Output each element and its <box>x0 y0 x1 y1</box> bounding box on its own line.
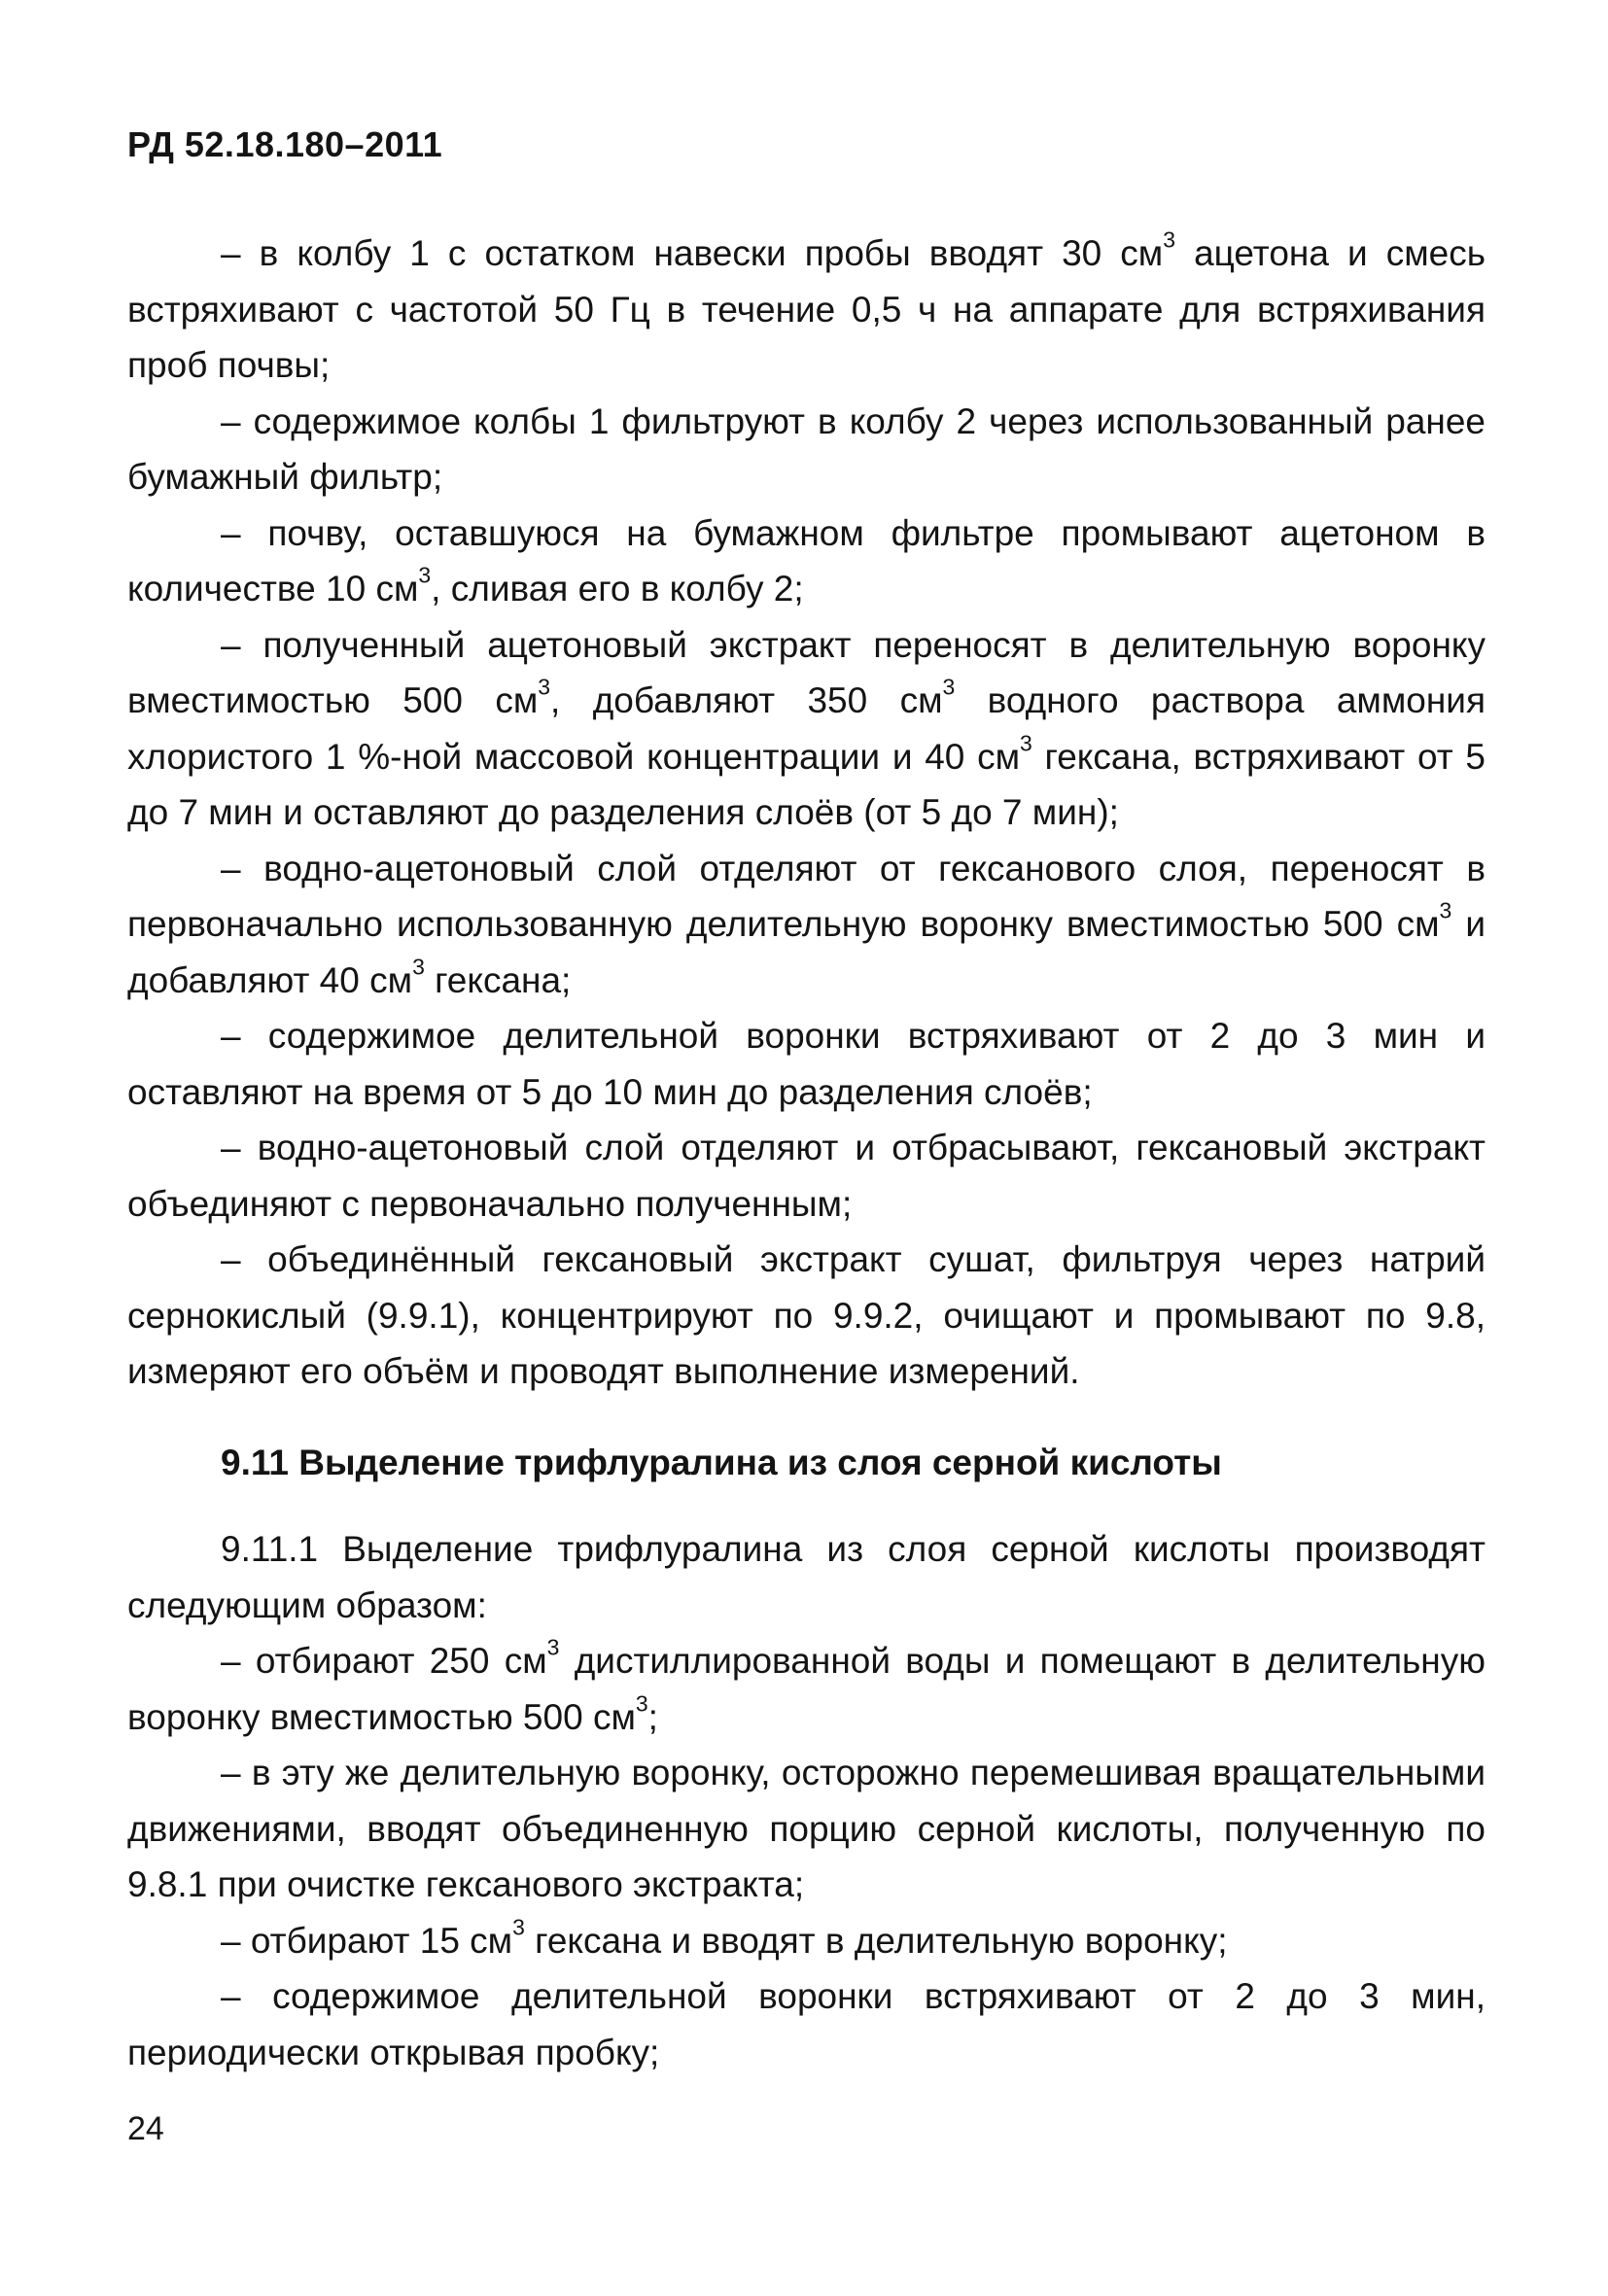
paragraph: – объединённый гексановый экстракт сушат, фильтруя через натрий сернокислый (9.9.1), концентрируют по 9.9.2, очищают и промывают по 9.8, измеряют его объём и проводят выполнение измерений. <box>127 1239 1486 1391</box>
paragraph: – отбирают 15 $см^3$ гексана и вводят в делительную воронку; <box>221 1914 1228 1961</box>
document-body <box>127 226 1486 2080</box>
paragraph: – в колбу 1 с остатком навески пробы вводят 30 $см^3$ ацетона и смесь встряхивают с частотой 50 Гц в течение 0,5 ч на аппарате для встряхивания проб почвы; <box>127 226 1486 385</box>
paragraph: – содержимое делительной воронки встряхивают от 2 до 3 мин, периодически открывая пробку; <box>127 1976 1486 2072</box>
paragraph: – водно-ацетоновый слой отделяют от гексанового слоя, переносят в первоначально использованную делительную воронку вместимостью 500 $см^3$ и добавляют 40 $см^3$ гексана; <box>127 848 1486 1000</box>
paragraph: – в эту же делительную воронку, осторожно перемешивая вращательными движениями, вводят объединенную порцию серной кислоты, полученную по 9.8.1 при очистке гексанового экстракта; <box>127 1753 1486 1904</box>
paragraph: – водно-ацетоновый слой отделяют и отбрасывают, гексановый экстракт объединяют с первоначально полученным; <box>127 1128 1486 1224</box>
paragraph: – содержимое колбы 1 фильтруют в колбу 2 через использованный ранее бумажный фильтр; <box>127 400 1486 497</box>
paragraph: – полученный ацетоновый экстракт переносят в делительную воронку вместимостью 500 $см^3$, добавляют 350 $см^3$ водного раствора аммония хлористого 1 %-ной массовой концентрации и 40 $см^3$ гексана, встряхивают от 5 до 7 мин и оставляют до разделения слоёв (от 5 до 7 мин); <box>127 624 1486 832</box>
paragraph: – содержимое делительной воронки встряхивают от 2 до 3 мин и оставляют на время от 5 до 10 мин до разделения слоёв; <box>127 1016 1486 1112</box>
document-code-header: РД 52.18.180–2011 <box>127 124 443 164</box>
paragraph: 9.11.1 Выделение трифлуралина из слоя серной кислоты производят следующим образом: <box>127 1529 1486 1625</box>
paragraph: – почву, оставшуюся на бумажном фильтре промывают ацетоном в количестве 10 $см^3$, сливая его в колбу 2; <box>127 512 1486 609</box>
page-number: 24 <box>127 2110 164 2147</box>
paragraph: – отбирают 250 $см^3$ дистиллированной воды и помещают в делительную воронку вместимостью 500 $см^3$; <box>127 1634 1486 1737</box>
section-heading: 9.11 Выделение трифлуралина из слоя серной кислоты <box>221 1442 1222 1482</box>
